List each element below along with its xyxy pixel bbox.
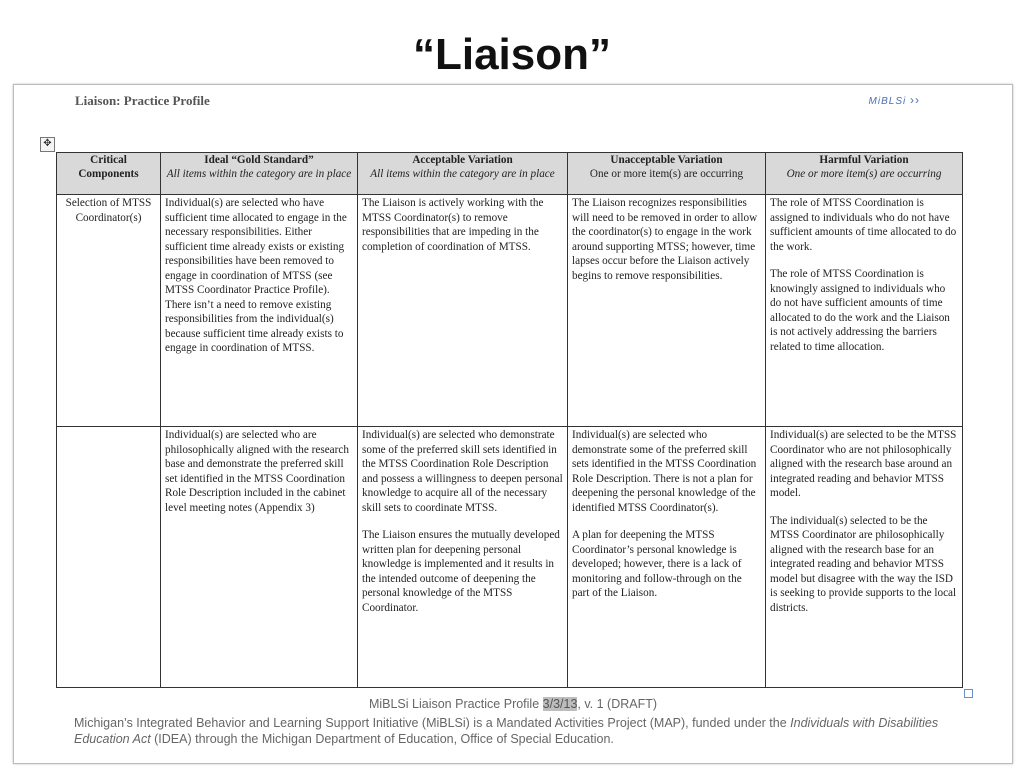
harmful-cell: The role of MTSS Coordination is assigned to individuals who do not have sufficient amounts of time allocated to do the work. The role of MTSS Coordination is knowingly assigned to individuals who do not have sufficient amounts of time allocated to do the work and the Liaison is not actively addressing the barriers related to time allocation. xyxy=(766,195,963,427)
document-page xyxy=(13,84,1013,764)
header-acceptable-variation: Acceptable Variation All items within the category are in place xyxy=(358,153,568,195)
header-unacceptable-variation: Unacceptable Variation One or more item(s) are occurring xyxy=(568,153,766,195)
footer-version-line: MiBLSi Liaison Practice Profile 3/3/13, v. 1 (DRAFT) xyxy=(368,697,658,711)
document-header-title: Liaison: Practice Profile xyxy=(75,93,210,108)
logo-text: MiBLSi xyxy=(868,96,907,107)
table-header-row xyxy=(57,153,963,195)
critical-component-cell: Selection of MTSS Coordinator(s) xyxy=(57,195,161,427)
table-move-handle-icon[interactable]: ✥ xyxy=(40,137,55,152)
miblsi-logo xyxy=(869,93,920,107)
table-row xyxy=(57,195,963,427)
slide-title: “Liaison” xyxy=(412,30,612,79)
ideal-cell: Individual(s) are selected who are philosophically aligned with the research base and demonstrate the preferred skill set identified in the MTSS Coordination Role Description included in the cabinet level meeting notes (Appendix 3) xyxy=(161,427,358,688)
acceptable-cell: The Liaison is actively working with the MTSS Coordinator(s) to remove responsibilities that are impeding in the completion of coordination of MTSS. xyxy=(358,195,568,427)
footer-funding-statement: Michigan’s Integrated Behavior and Learning Support Initiative (MiBLSi) is a Mandated Activities Project (MAP), funded under the Individuals with Disabilities Education Act (IDEA) through the Michigan Department of Education, Office of Special Education. xyxy=(74,716,939,746)
footer-date-highlight: 3/3/13 xyxy=(542,697,578,711)
critical-component-cell xyxy=(57,427,161,688)
ideal-cell: Individual(s) are selected who have sufficient time allocated to engage in the necessary responsibilities. Either sufficient time already exists or existing responsibilities have been removed to engage in coordination of MTSS (see MTSS Coordinator Practice Profile). There isn’t a need to remove existing responsibilities from the individual(s) because sufficient time already exists to engage in coordination of MTSS. xyxy=(161,195,358,427)
logo-swoosh-icon: ›› xyxy=(910,93,920,107)
acceptable-cell: Individual(s) are selected who demonstrate some of the preferred skill sets identified in the MTSS Coordination Role Description and possess a willingness to deepen personal knowledge to acquire all of the necessary skill sets to coordinate MTSS. The Liaison ensures the mutually developed written plan for deepening personal knowledge is implemented and it results in the intended outcome of deepening the personal knowledge of the MTSS Coordinator. xyxy=(358,427,568,688)
header-harmful-variation: Harmful Variation One or more item(s) are occurring xyxy=(766,153,963,195)
table-row xyxy=(57,427,963,688)
header-critical-components: Critical Components xyxy=(57,153,161,195)
harmful-cell: Individual(s) are selected to be the MTSS Coordinator who are not philosophically aligned with the research base around an integrated reading and behavior MTSS model. The individual(s) selected to be the MTSS Coordinator are philosophically aligned with the research base for an integrated reading and behavior MTSS model but disagree with the way the ISD is seeking to provide supports to the local districts. xyxy=(766,427,963,688)
unacceptable-cell: The Liaison recognizes responsibilities will need to be removed in order to allow the coordinator(s) to engage in the work around supporting MTSS; however, time lapses occur before the Liaison actively begins to remove responsibilities. xyxy=(568,195,766,427)
header-ideal-gold-standard: Ideal “Gold Standard” All items within the category are in place xyxy=(161,153,358,195)
unacceptable-cell: Individual(s) are selected who demonstrate some of the preferred skill sets identified in the MTSS Coordination Role Description. There is not a plan for deepening the personal knowledge of the identified MTSS Coordinator(s). A plan for deepening the MTSS Coordinator’s personal knowledge is developed; however, there is a lack of monitoring and follow-through on the part of the Liaison. xyxy=(568,427,766,688)
practice-profile-table xyxy=(56,152,963,688)
